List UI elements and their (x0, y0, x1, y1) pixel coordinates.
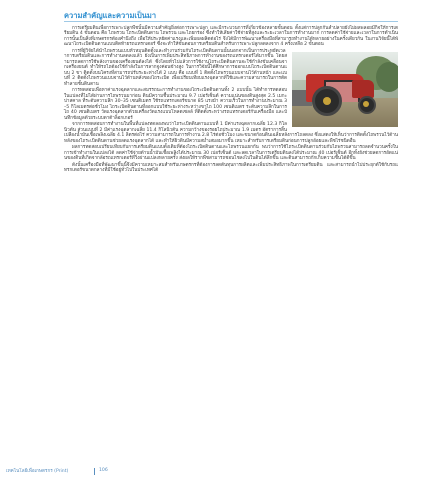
photo-rear-wheel (312, 86, 342, 116)
paragraph-5: ผลการทดสอบเปรียบเทียบกับการเตรียมดินแบบดั้งเดิมที่ต้องไถระเบิดดินดานและไถพรวนแยกกัน พบว่าการใช้ไถระเบิดดินดานร่วมกับไถพรวนสามารถลดจำนวนครั้งในการเข้าทำงานในแปลงได้ ลดค่าใช้จ่ายด้านน้ำมันเชื้อเพลิงได้ประมาณ 30 เปอร์เซ็นต์ และลดเวลาในการเตรียมดินลงได้ประมาณ 40 เปอร์เซ็นต์ อีกทั้งยังช่วยลดการอัดแน่นของดินที่เกิดจากล้อรถแทรกเตอร์ที่วิ่งผ่านแปลงหลายครั้ง ส่งผลให้รากพืชสามารถชอนไชลงไปในดินได้ลึกขึ้น และดินสามารถกักเก็บความชื้นได้ดีขึ้น (64, 145, 398, 162)
photo-tree (376, 62, 398, 92)
photo-wheel-hub (363, 101, 369, 107)
page-number: 106 (99, 468, 108, 473)
paragraph-4: จากการทดสอบการทำงานในพื้นที่แปลงทดลองพบว่าไถระเบิดดินดานแบบที่ 1 มีค่าแรงฉุดลากเฉลี่ย 12.3 กิโลนิวตัน ส่วนแบบที่ 2 มีค่าแรงฉุดลากเฉลี่ย 11.4 กิโลนิวตัน ความกว้างของรอยไถประมาณ 1.9 เมตร อัตราการสิ้นเปลืองน้ำมันเชื้อเพลิงเฉลี่ย 4.1 ลิตรต่อไร่ ความสามารถในการทำงาน 2.8 ไร่ต่อชั่วโมง และขนาดก้อนดินเฉลี่ยหลังการไถลดลง ซึ่งแสดงให้เห็นว่าการติดตั้งไถพรวนไว้ด้านหลังของไถระเบิดดินดานช่วยลดแรงฉุดลากได้ และทำให้ผิวดินมีความสม่ำเสมอมากขึ้น เหมาะสำหรับการเตรียมดินก่อนการปลูกอ้อยและพืชไร่ชนิดอื่น (64, 122, 398, 144)
footer-publication-label: เทคโนโลยีเพื่อเกษตรกร (Print) (6, 469, 69, 474)
paragraph-1: การเตรียมดินเพื่อการเพาะปลูกพืชนั้นมีความสำคัญยิ่งต่อการเพาะปลูก และมีกระบวนการที่เกี่ยวข้องหลายขั้นตอน ตั้งแต่การปลูกกันลำปลายยังไม่ผลพลอยมีกิจให้การเตรียมดิน 4 ขั้นตอน คือ ไถพรวน ไถระเบิดดินดาน ไถพรวน และไถยกร่อง ซึ่งทำให้เสียค่าใช้จ่ายที่สูงและระยะเวลาในการทำงานมาก การลดค่าใช้จ่ายและเวลาในการดำเนินการนั้นเป็นสิ่งที่เกษตรกรต้องคำนึงถึง เพื่อให้ประหยัดค่าแรงและเพิ่มผลผลิตต่อไร่ จึงได้มีการพัฒนาเครื่องมือที่สามารถทำงานได้หลายอย่างในครั้งเดียวกัน ในงานวิจัยนี้ได้พัฒนาไถระเบิดดินดานแบบติดท้ายรถแทรกเตอร์ ซึ่งจะทำให้ขั้นตอนการเตรียมดินสำหรับการเพาะปลูกลดลงจาก 4 ครั้งเหลือ 2 ขั้นตอน (64, 26, 398, 48)
section-title: ความสำคัญและความเป็นมา (64, 11, 157, 20)
photo-wheel-hub (323, 97, 331, 105)
paragraph-6: ดังนั้นเครื่องมือที่พัฒนาขึ้นนี้จึงมีความเหมาะสมสำหรับเกษตรกรที่ต้องการลดต้นทุนการผลิตและเพิ่มประสิทธิภาพในการเตรียมดิน และสามารถนำไปประยุกต์ใช้กับรถแทรกเตอร์ขนาดกลางที่มีใช้อยู่ทั่วไปในประเทศได้ (64, 162, 398, 174)
photo-tractor-hood (352, 80, 374, 98)
tractor-photo (292, 52, 398, 127)
paragraph-3: การทดสอบเพื่อหาค่าแรงฉุดลากและสมรรถนะการทำงานของไถระเบิดดินดานทั้ง 2 แบบนั้น ได้ทำการทดสอบในแปลงที่ไม่ได้ผ่านการไถพรวนมาก่อน ดินมีความชื้นประมาณ 9.7 เปอร์เซ็นต์ ความแน่นของดินสูงสุด 2.5 เมกะปาสคาล ที่ระดับความลึก 30–35 เซนติเมตร ใช้รถแทรกเตอร์ขนาด 85 แรงม้า ความเร็วในการทำงานประมาณ 3–5 กิโลเมตรต่อชั่วโมง ไถระเบิดดินดานที่ออกแบบใช้ระยะห่างระหว่างขาไถ 100 เซนติเมตร ระดับความลึกในการไถ 40 เซนติเมตร วัดแรงฉุดลากด้วยเครื่องวัดแรงแบบโหลดเซลล์ ที่ติดตั้งระหว่างรถแทรกเตอร์กับเครื่องมือ และบันทึกข้อมูลด้วยระบบดาต้าล็อกเกอร์ (64, 88, 287, 121)
title-underline (64, 21, 398, 22)
page-footer (0, 466, 426, 480)
paragraph-2: การที่ผู้วิจัยได้นำไถพรวนแบบหัวหมุนติดตั้งและทำงานร่วมกับไถระเบิดดินดานนั้นนอกจากเป็นการประหยัดเวลาการเตรียมดินและการทำงานลดลงแล้ว ยังเป็นการเพิ่มประสิทธิภาพการทำงานของรถแทรกเตอร์ได้มากขึ้น โดยสามารถลดการใช้พลังงานของเครื่องยนต์ลงได้ ซึ่งโดยทั่วไปแล้วการใช้งานไถระเบิดดินดานจะใช้กำลังขับเคลื่อนจากเครื่องยนต์ ทำให้รถไถต้องใช้กำลังในการลากจูงค่อนข้างสูง ในการวิจัยนี้ได้ศึกษาการออกแบบไถระเบิดดินดานแบบ 2 ขา ติดตั้งบนโครงที่สามารถปรับระยะห่างได้ 2 แบบ คือ แบบที่ 1 ติดตั้งไถพรวนแบบจานไว้ด้านหน้า และแบบที่ 2 ติดตั้งไถพรวนแบบจานไว้ด้านหลังของไถระเบิด เพื่อเปรียบเทียบแรงฉุดลากที่ใช้และความสามารถในการตัดทำลายชั้นดินดาน (64, 49, 287, 87)
article-body (64, 26, 398, 175)
footer-separator (94, 468, 95, 475)
photo-front-wheel (358, 96, 376, 114)
